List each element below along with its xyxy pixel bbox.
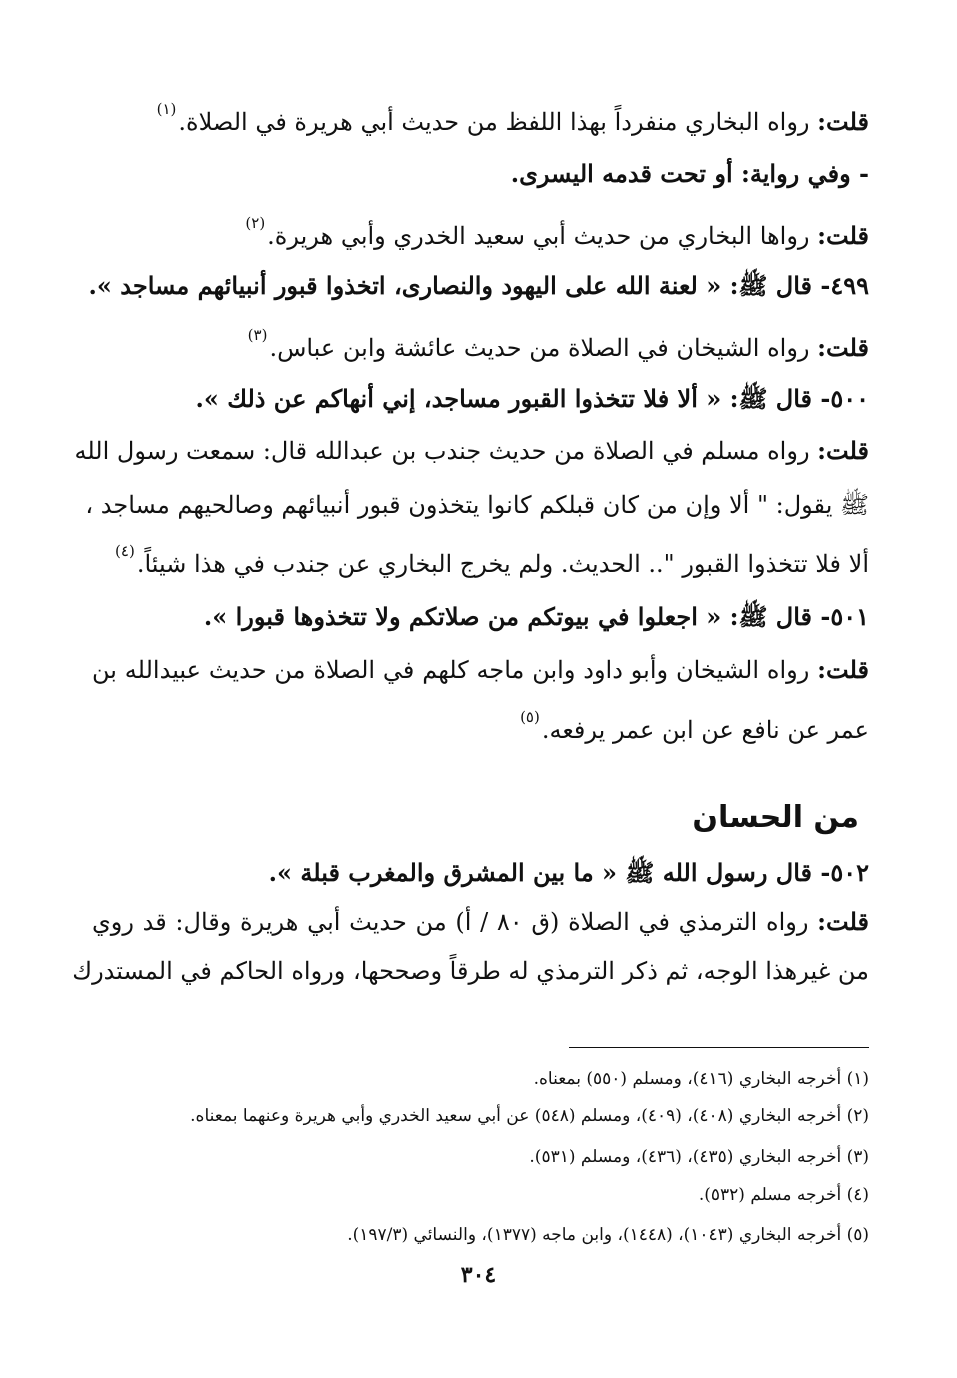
line-text: رواه مسلم في الصلاة من حديث جندب بن عبدالله قال: سمعت رسول الله	[74, 437, 818, 465]
footnote-ref: (٣)	[247, 326, 268, 344]
qult-label: قلت:	[817, 436, 869, 465]
line-text: رواه الشيخان في الصلاة من حديث عائشة وابن عباس.	[269, 334, 818, 362]
footnote-ref: (٥)	[520, 708, 540, 726]
page-number: ٣٠٤	[460, 1262, 497, 1288]
line-text: رواه الشيخان وأبو داود وابن ماجه كلهم في الصلاة من حديث عبيدالله بن	[92, 656, 818, 684]
text-line	[85, 487, 869, 523]
text-line	[92, 542, 869, 585]
text-line	[72, 953, 869, 989]
footnote-separator	[569, 1047, 869, 1048]
line-text: ٥٠١- قال ﷺ: « اجعلوا في بيوتكم من صلاتكم ولا تتخذوها قبورا ».	[203, 602, 869, 631]
footnote-ref: (١)	[156, 100, 177, 118]
line-text: ٥٠٠- قال ﷺ: « ألا فلا تتخذوا القبور مساجد، إني أنهاكم عن ذلك ».	[195, 384, 869, 413]
line-text: عمر عن نافع عن ابن عمر يرفعه.	[541, 716, 869, 744]
qult-label: قلت:	[817, 907, 870, 936]
footnote: (١) أخرجه البخاري (٤١٦)، ومسلم (٥٥٠) بمعناه.	[533, 1069, 869, 1089]
line-text: رواه الترمذي في الصلاة (ق ٨٠ / أ) من حديث أبي هريرة وقال: قد روي	[92, 908, 818, 936]
text-line	[92, 904, 869, 940]
text-line	[92, 156, 869, 192]
text-line	[92, 708, 869, 751]
line-text: من غيرهذا الوجه، ثم ذكر الترمذي له طرقاً وصححها، ورواه الحاكم في المستدرك	[72, 957, 869, 985]
line-text: ٤٩٩- قال ﷺ: « لعنة الله على اليهود والنصارى، اتخذوا قبور أنبيائهم مساجد ».	[88, 271, 869, 300]
line-text: رواه البخاري منفرداً بهذا اللفظ من حديث أبي هريرة في الصلاة.	[178, 108, 818, 136]
text-line	[92, 100, 869, 143]
footnote: (٣) أخرجه البخاري (٤٣٥)، (٤٣٦)، ومسلم (٥٣١).	[529, 1147, 869, 1167]
text-line	[92, 652, 869, 688]
hadith-line	[88, 268, 869, 304]
footnote: (٢) أخرجه البخاري (٤٠٨)، (٤٠٩)، ومسلم (٥٤٨) عن أبي سعيد الخدري وأبي هريرة وعنهما بمعناه.	[190, 1106, 869, 1126]
line-text: ٥٠٢- قال رسول الله ﷺ « ما بين المشرق والمغرب قبلة ».	[268, 858, 869, 887]
text-line	[74, 433, 869, 469]
line-text: رواها البخاري من حديث أبي سعيد الخدري وأبي هريرة.	[267, 222, 818, 250]
footnote-ref: (٢)	[245, 214, 266, 232]
footnote: (٥) أخرجه البخاري (١٠٤٣)، (١٤٤٨)، وابن ماجه (١٣٧٧)، والنسائي (١٩٧/٣).	[347, 1225, 869, 1245]
section-heading: من الحسان	[692, 800, 859, 835]
text-line	[92, 214, 869, 257]
hadith-line	[92, 855, 869, 891]
qult-label: قلت:	[817, 655, 869, 684]
qult-label: قلت:	[817, 221, 869, 250]
footnote-ref: (٤)	[115, 542, 135, 560]
footnote: (٤) أخرجه مسلم (٥٣٢).	[698, 1185, 869, 1205]
text-line	[92, 326, 869, 369]
qult-label: قلت:	[817, 333, 869, 362]
hadith-line	[92, 599, 869, 635]
qult-label: قلت:	[817, 107, 869, 136]
hadith-line	[92, 381, 869, 417]
line-text: ﷺ يقول: " ألا وإن من كان قبلكم كانوا يتخذون قبور أنبيائهم وصالحيهم مساجد ،	[85, 491, 869, 519]
line-text: ألا فلا تتخذوا القبور ".. الحديث. ولم يخرج البخاري عن جندب في هذا شيئاً.	[136, 550, 869, 578]
line-text: - وفي رواية: أو تحت قدمه اليسرى.	[510, 159, 869, 188]
